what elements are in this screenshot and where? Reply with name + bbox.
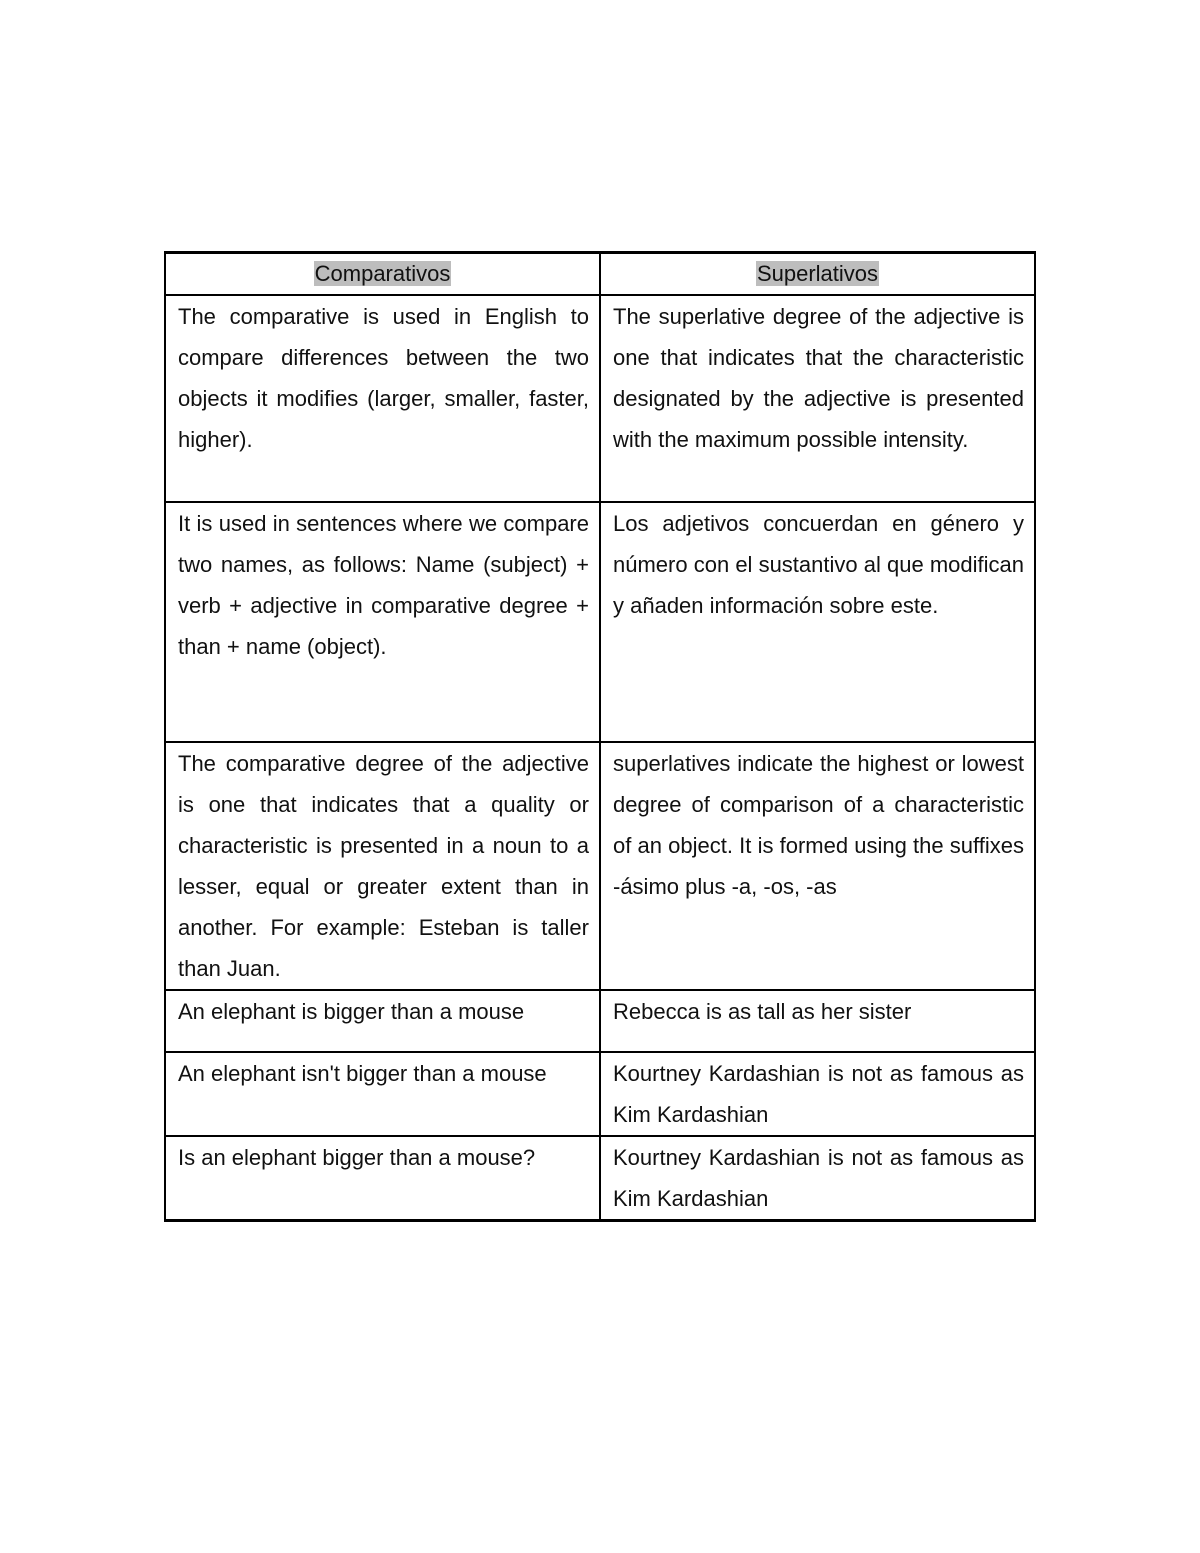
comparative-cell: The comparative degree of the adjective is one that indicates that a quality or characteristic is presented in a noun to a lesser, equal or greater extent than in another. For example: Esteban is taller than Juan.	[165, 742, 600, 990]
table-row	[165, 502, 1035, 742]
comparative-cell: An elephant isn't bigger than a mouse	[165, 1052, 600, 1136]
superlative-cell: superlatives indicate the highest or lowest degree of comparison of a characteristic of an object. It is formed using the suffixes -ásimo plus -a, -os, -as	[600, 742, 1035, 990]
table-row	[165, 742, 1035, 990]
header-comparatives: Comparativos	[314, 261, 451, 286]
superlative-cell: Los adjetivos concuerdan en género y número con el sustantivo al que modifican y añaden información sobre este.	[600, 502, 1035, 742]
table-row	[165, 295, 1035, 502]
comparative-cell: The comparative is used in English to compare differences between the two objects it modifies (larger, smaller, faster, higher).	[165, 295, 600, 502]
superlative-cell: The superlative degree of the adjective is one that indicates that the characteristic designated by the adjective is presented with the maximum possible intensity.	[600, 295, 1035, 502]
table-header-row	[165, 253, 1035, 296]
superlative-cell: Rebecca is as tall as her sister	[600, 990, 1035, 1052]
comparative-cell: An elephant is bigger than a mouse	[165, 990, 600, 1052]
header-cell-comparatives	[165, 253, 600, 296]
header-superlatives: Superlativos	[756, 261, 879, 286]
table-row	[165, 1052, 1035, 1136]
table-row	[165, 990, 1035, 1052]
header-cell-superlatives	[600, 253, 1035, 296]
comparative-cell: It is used in sentences where we compare two names, as follows: Name (subject) + verb + adjective in comparative degree + than + name (object).	[165, 502, 600, 742]
superlative-cell: Kourtney Kardashian is not as famous as Kim Kardashian	[600, 1136, 1035, 1221]
comparative-cell: Is an elephant bigger than a mouse?	[165, 1136, 600, 1221]
comparison-table	[164, 251, 1036, 1222]
table-row	[165, 1136, 1035, 1221]
superlative-cell: Kourtney Kardashian is not as famous as Kim Kardashian	[600, 1052, 1035, 1136]
